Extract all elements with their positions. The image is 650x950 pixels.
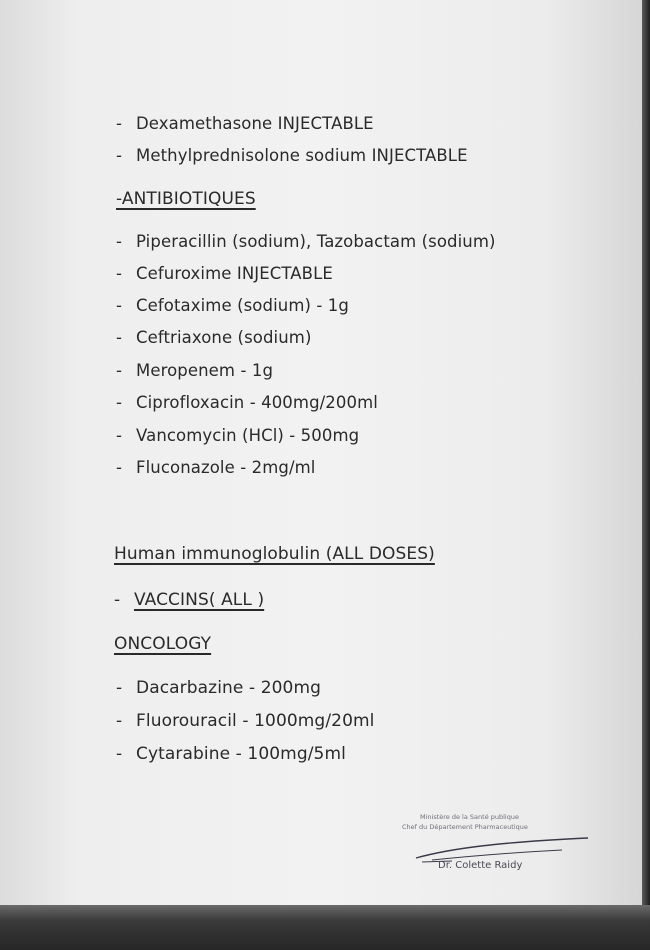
- stamp-line-1: Ministère de la Santé publique: [420, 813, 519, 821]
- list-item: - Meropenem - 1g: [116, 361, 274, 380]
- list-item-vaccins: - VACCINS( ALL ): [114, 590, 265, 610]
- list-item: - Cytarabine - 100mg/5ml: [116, 744, 346, 764]
- list-item: - Vancomycin (HCl) - 500mg: [116, 426, 360, 445]
- list-item: - Cefotaxime (sodium) - 1g: [116, 296, 349, 315]
- section-heading-antibiotics: -ANTIBIOTIQUES: [116, 189, 256, 209]
- section-heading-immunoglobulin: Human immunoglobulin (ALL DOSES): [114, 544, 435, 564]
- list-item: - Fluorouracil - 1000mg/20ml: [116, 711, 375, 731]
- list-item: - Dacarbazine - 200mg: [116, 678, 321, 698]
- signer-name: Dr. Colette Raidy: [438, 860, 523, 871]
- list-item: - Methylprednisolone sodium INJECTABLE: [116, 146, 468, 165]
- list-item: - Piperacillin (sodium), Tazobactam (sodium): [116, 232, 496, 251]
- scan-edge-shadow: [642, 0, 650, 950]
- list-item: - Cefuroxime INJECTABLE: [116, 264, 333, 283]
- list-item: - Fluconazole - 2mg/ml: [116, 458, 316, 477]
- section-heading-oncology: ONCOLOGY: [114, 634, 212, 654]
- stamp-line-2: Chef du Département Pharmaceutique: [402, 823, 528, 831]
- scan-bottom-shadow: [0, 905, 650, 950]
- list-item: - Ceftriaxone (sodium): [116, 328, 312, 347]
- list-item: - Dexamethasone INJECTABLE: [116, 114, 374, 133]
- list-item: - Ciprofloxacin - 400mg/200ml: [116, 393, 378, 412]
